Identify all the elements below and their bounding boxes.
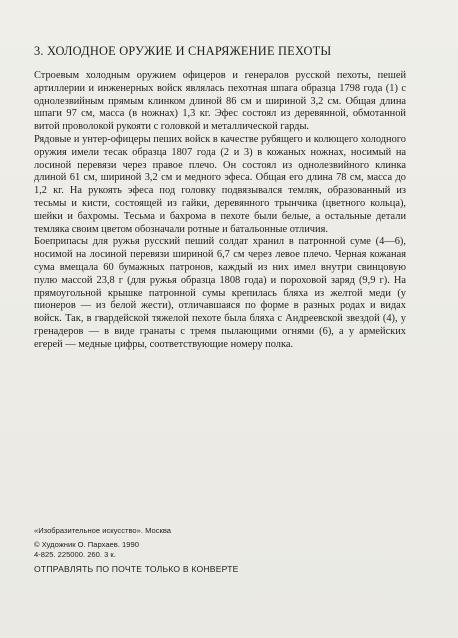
imprint-copyright: © Художник О. Пархаев. 1990 xyxy=(34,540,139,549)
imprint-block xyxy=(34,526,414,575)
paragraph-cartridge-pouch: Боеприпасы для ружья русский пеший солдат хранил в патронной суме (4—6), носимой на лосиной перевязи шириной 6,7 см через левое плечо. Черная кожаная сума вмещала 60 бумажных патронов, каждый из них имел внутри свинцовую пулю массой 23,8 г (для ружья образца 1808 года) и пороховой заряд (9,9 г). На прямоугольной крышке патронной сумы крепилась бляха из желтой меди (у пионеров — из белой жести), отличавшаяся по форме в разных родах и видах войск. Так, в гвардейской тяжелой пехоте была бляха с Андреевской звездой (4), у гренадеров — в виде гранаты с тремя пылающими огнями (6), а у армейских егерей — медные цифры, соответствующие номеру полка. xyxy=(34,236,406,350)
section-heading: 3. ХОЛОДНОЕ ОРУЖИЕ И СНАРЯЖЕНИЕ ПЕХОТЫ xyxy=(34,44,332,58)
imprint-code: 4-825. 225000. 260. 3 к. xyxy=(34,550,116,559)
body-text xyxy=(34,70,406,352)
paragraph-sword: Строевым холодным оружием офицеров и генералов русской пехоты, пешей артиллерии и инженерных войск являлась пехотная шпага образца 1798 года (1) с однолезвийным прямым клинком длиной 86 см и шириной 3,2 см. Общая длина шпаги 97 см, масса (в ножнах) 1,3 кг. Эфес состоял из деревянной, обмотанной витой проволокой рукояти с головкой и металлической гарды. xyxy=(34,70,406,133)
imprint-publisher: «Изобразительное искусство». Москва xyxy=(34,526,172,535)
paragraph-tesak: Рядовые и унтер-офицеры пеших войск в качестве рубящего и колющего холодного оружия имели тесак образца 1807 года (2 и 3) в кожаных ножнах, носимый на лосиной перевязи через правое плечо. Он состоял из однолезвийного клинка длиной 61 см, шириной 3,2 см и медного эфеса. Общая его длина 78 см, масса до 1,2 кг. На рукоять эфеса под головку подвязывался темляк, образованный из тесьмы и кисти, состоящей из гайки, деревянного трынчика (цветного кольца), шейки и бахромы. Тесьма и бахрома в пехоте были белые, а остальные детали темляка своим цветом обозначали ротные и батальонные отличия. xyxy=(34,133,406,235)
mailing-notice: ОТПРАВЛЯТЬ ПО ПОЧТЕ ТОЛЬКО В КОНВЕРТЕ xyxy=(34,564,239,574)
